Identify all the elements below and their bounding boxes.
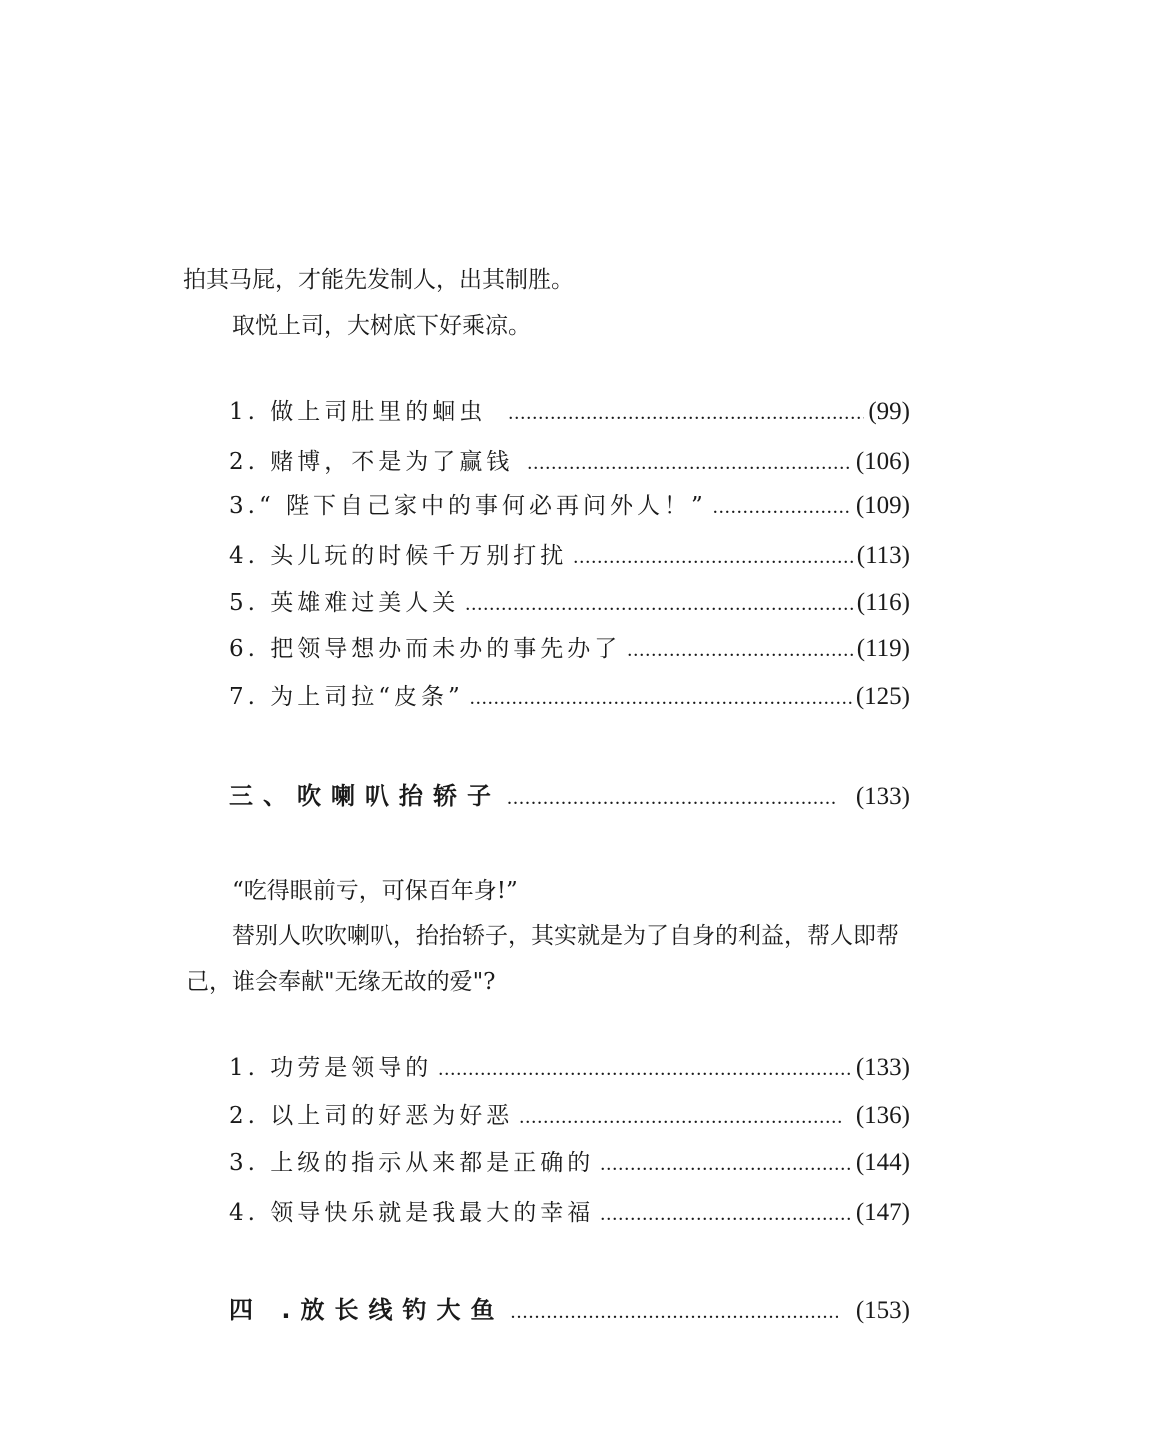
toc-entry-page: (109) (855, 492, 910, 519)
toc-entry-title: 1. 功劳是领导的 (229, 1055, 433, 1081)
section-heading-title: 三、吹喇叭抬轿子 (229, 782, 501, 810)
toc-leader-dots (465, 587, 853, 620)
toc-leader-dots (519, 1100, 842, 1133)
toc-leader-dots (438, 1052, 852, 1085)
toc-leader-dots (527, 446, 852, 479)
toc-entry[interactable] (229, 633, 910, 665)
toc-leader-dots (470, 681, 852, 714)
toc-entry[interactable] (229, 681, 910, 713)
toc-entry[interactable] (229, 396, 910, 428)
toc-entry[interactable] (229, 1100, 910, 1132)
toc-entry-title: 5. 英雄难过美人关 (229, 590, 460, 616)
section-heading-page: (133) (855, 783, 910, 810)
toc-entry-title: 3.“ 陛下自己家中的事何必再问外人！” (229, 493, 707, 519)
toc-entry-title: 2. 赌博，不是为了赢钱 (229, 449, 514, 475)
section-heading-title: 四 .放长线钓大鱼 (229, 1296, 505, 1324)
toc-entry-page: (99) (868, 398, 910, 425)
toc-entry-page: (125) (855, 683, 910, 710)
toc-entry-title: 4. 领导快乐就是我最大的幸福 (229, 1200, 595, 1226)
toc-entry[interactable] (229, 540, 910, 572)
section-heading[interactable] (229, 1294, 910, 1326)
section-paragraph-line-2: 己，谁会奉献"无缘无故的爱"? (186, 969, 496, 995)
toc-entry-page: (133) (855, 1054, 910, 1081)
toc-leader-dots (627, 633, 853, 666)
toc-entry-title: 1. 做上司肚里的蛔虫 (229, 399, 487, 425)
toc-entry-page: (147) (855, 1199, 910, 1226)
section-heading-page: (153) (855, 1297, 910, 1324)
intro-line-2: 取悦上司，大树底下好乘凉。 (232, 313, 531, 339)
toc-entry[interactable] (229, 587, 910, 619)
toc-leader-dots (573, 540, 853, 573)
toc-entry-page: (144) (855, 1149, 910, 1176)
toc-entry-title: 4. 头儿玩的时候千万别打扰 (229, 543, 568, 569)
toc-entry-title: 6. 把领导想办而未办的事先办了 (229, 636, 622, 662)
toc-leader-dots (600, 1147, 852, 1180)
section-heading[interactable] (229, 780, 910, 812)
section-quote: “吃得眼前亏，可保百年身!” (232, 878, 518, 904)
toc-entry[interactable] (229, 446, 910, 478)
toc-entry-title: 2. 以上司的好恶为好恶 (229, 1103, 514, 1129)
toc-entry-title: 3. 上级的指示从来都是正确的 (229, 1150, 595, 1176)
toc-entry-page: (106) (855, 448, 910, 475)
toc-entry-page: (116) (856, 589, 910, 616)
toc-entry[interactable] (229, 490, 910, 522)
toc-entry-page: (113) (856, 542, 910, 569)
toc-leader-dots (713, 490, 852, 523)
toc-entry-page: (136) (855, 1102, 910, 1129)
toc-leader-dots (510, 1295, 837, 1328)
toc-entry[interactable] (229, 1052, 910, 1084)
toc-entry-title: 7. 为上司拉“皮条” (229, 684, 464, 710)
toc-leader-dots (507, 781, 838, 814)
intro-line-1: 拍其马屁，才能先发制人，出其制胜。 (183, 267, 574, 293)
section-paragraph-line-1: 替别人吹吹喇叭，抬抬轿子，其实就是为了自身的利益，帮人即帮 (232, 923, 899, 949)
toc-entry[interactable] (229, 1197, 910, 1229)
toc-leader-dots (508, 396, 864, 429)
toc-entry-page: (119) (856, 635, 910, 662)
toc-leader-dots (600, 1197, 852, 1230)
toc-entry[interactable] (229, 1147, 910, 1179)
